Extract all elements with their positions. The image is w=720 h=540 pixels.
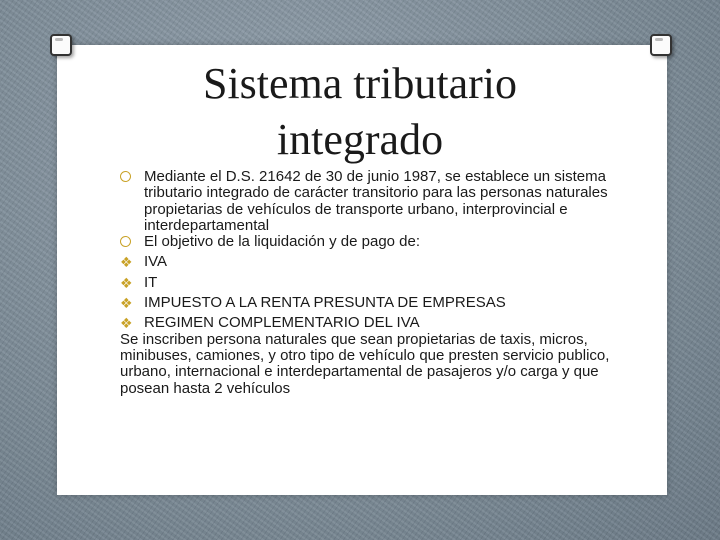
circle-bullet-icon [120,169,140,186]
diamond-bullet-icon: ❖ [120,254,133,271]
body-paragraph: Se inscriben persona naturales que sean propietarias de taxis, micros, minibuses, camiones, y otro tipo de vehículo que presten servicio publico, urbano, internacional e interdepartamental de pasajeros y/o carga y que posean hasta 2 vehículos [120,330,610,397]
slide-body [120,169,610,397]
sub-bullet-item [120,254,610,270]
diamond-bullet-icon: ❖ [120,295,133,312]
title-line-2: integrado [276,115,444,164]
slide-title [120,56,600,168]
sub-bullet-text: IVA [144,253,168,271]
sub-bullet-item [120,315,610,331]
sub-bullet-text: REGIMEN COMPLEMENTARIO DEL IVA [144,314,420,332]
sub-bullet-item [120,295,610,311]
sub-bullet-text: IMPUESTO A LA RENTA PRESUNTA DE EMPRESAS [144,294,506,312]
bullet-item [120,234,610,250]
bullet-item [120,169,610,234]
diamond-bullet-icon: ❖ [120,274,133,291]
bullet-text: El objetivo de la liquidación y de pago de: [144,233,421,251]
bullet-text: Mediante el D.S. 21642 de 30 de junio 1987, se establece un sistema tributario integrado de carácter transitorio para las personas naturales propietarias de vehículos de transporte urbano, interprovincial e interdepartamental [144,168,608,234]
pushpin-icon [650,34,672,56]
pushpin-icon [50,34,72,56]
diamond-bullet-icon: ❖ [120,315,133,332]
sub-bullet-item [120,275,610,291]
sub-bullet-text: IT [144,273,158,291]
circle-bullet-icon [120,234,140,251]
title-line-1: Sistema tributario [202,59,518,108]
